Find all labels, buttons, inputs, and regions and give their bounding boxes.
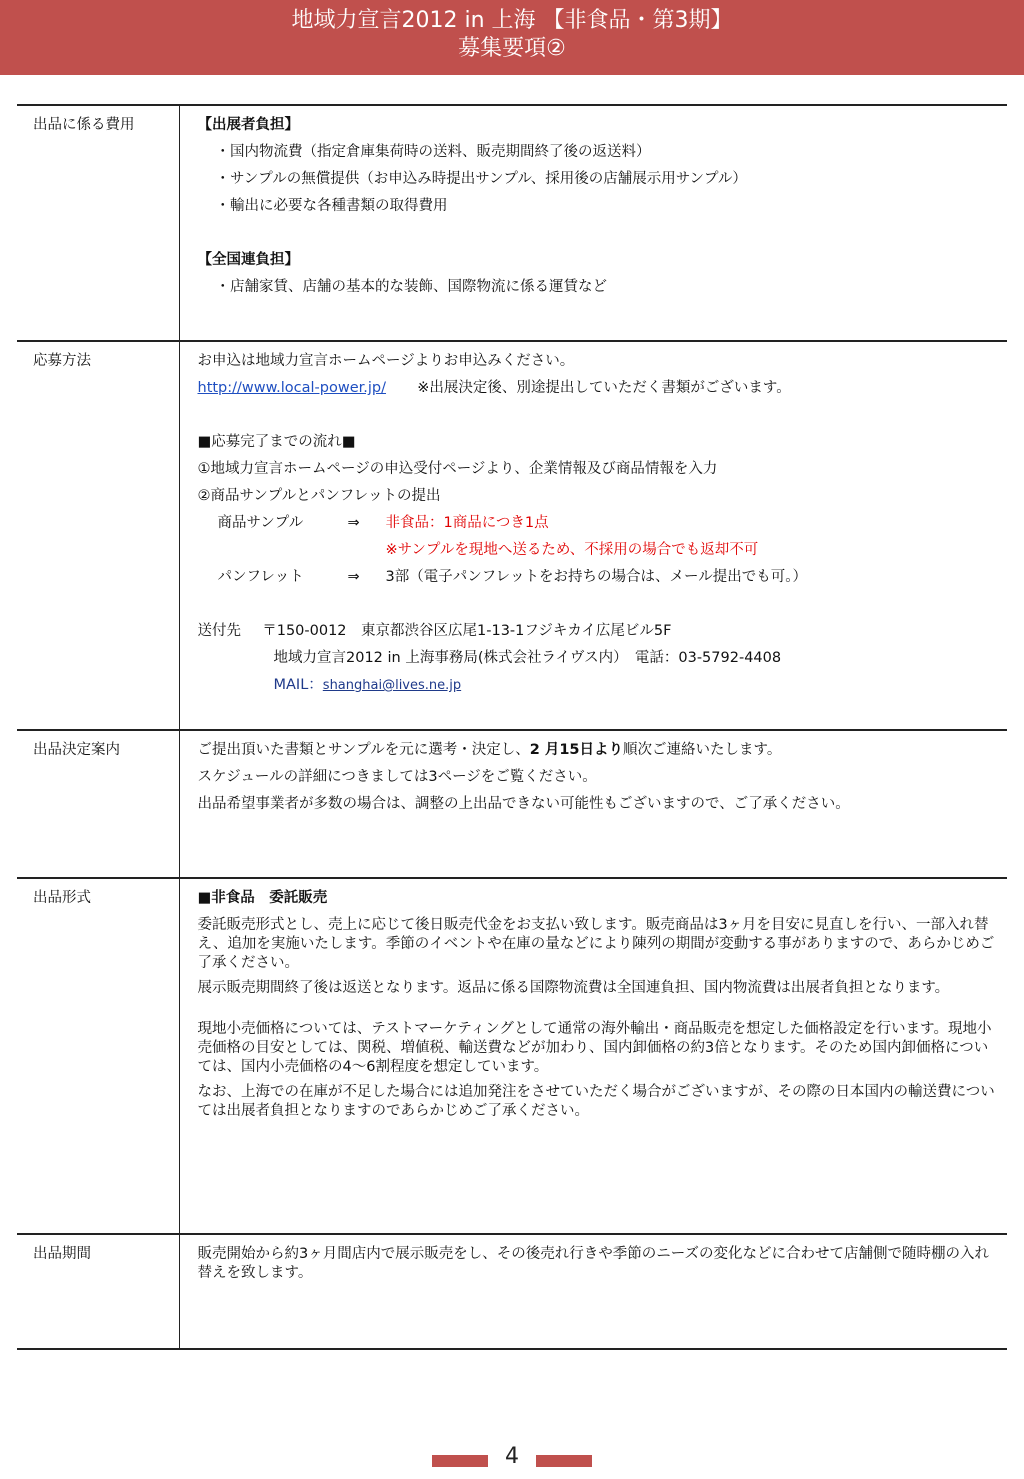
homepage-link[interactable]: http://www.local-power.jp/ bbox=[197, 380, 387, 396]
table-row-cost bbox=[17, 105, 1007, 341]
table-row-decision bbox=[17, 730, 1007, 878]
flow-step-1: ①地域力宣言ホームページの申込受付ページより、企業情報及び商品情報を入力 bbox=[197, 461, 718, 477]
sample-value: 非食品：1商品につき1点 bbox=[385, 515, 549, 531]
format-paragraph: 現地小売価格については、テストマーケティングとして通常の海外輸出・商品販売を想定した価格設定を行います。現地小売価格の目安としては、関税、増値税、輸送費などが加わり、国内卸価格の約3倍となります。そのため国内卸価格については、国内小売価格の4〜6割程度を想定しています。 bbox=[197, 1021, 992, 1075]
flow-heading: ■応募完了までの流れ■ bbox=[197, 434, 356, 450]
footer-bar-right bbox=[536, 1455, 592, 1467]
table-row-apply bbox=[17, 341, 1007, 730]
row-content-apply bbox=[179, 341, 1007, 730]
sample-note: ※サンプルを現地へ送るため、不採用の場合でも返却不可 bbox=[385, 542, 759, 558]
row-label-period: 出品期間 bbox=[17, 1234, 179, 1349]
sample-label: 商品サンプル bbox=[217, 515, 304, 531]
arrow: ⇒ bbox=[347, 515, 360, 531]
send-address: 〒150-0012 東京都渋谷区広尾1-13-1フジキカイ広尾ビル5F bbox=[262, 623, 672, 639]
period-text: 販売開始から約3ヶ月間店内で展示販売をし、その後売れ行きや季節のニーズの変化などに合わせて店舗側で随時棚の入れ替えを致します。 bbox=[197, 1246, 989, 1281]
format-heading: ■非食品 委託販売 bbox=[197, 890, 328, 906]
pamphlet-value: 3部（電子パンフレットをお持ちの場合は、メール提出でも可。） bbox=[385, 569, 807, 585]
row-content-format bbox=[179, 878, 1007, 1234]
exhibitor-item: ・サンプルの無償提供（お申込み時提出サンプル、採用後の店舗展示用サンプル） bbox=[215, 171, 747, 187]
mail-link[interactable]: shanghai@lives.ne.jp bbox=[322, 678, 462, 693]
info-table bbox=[17, 104, 1007, 1350]
row-content-decision bbox=[179, 730, 1007, 878]
page-footer bbox=[0, 1444, 1024, 1474]
row-label-decision: 出品決定案内 bbox=[17, 730, 179, 878]
decision-text: 順次ご連絡いたします。 bbox=[623, 742, 782, 758]
decision-text: ご提出頂いた書類とサンプルを元に選考・決定し、 bbox=[197, 742, 530, 758]
url-note: ※出展決定後、別途提出していただく書類がございます。 bbox=[417, 380, 791, 396]
exhibitor-heading: 【出展者負担】 bbox=[197, 117, 299, 133]
page-number: 4 bbox=[505, 1444, 519, 1469]
pamphlet-label: パンフレット bbox=[217, 569, 304, 585]
row-content-cost bbox=[179, 105, 1007, 341]
mail-label: MAIL： bbox=[273, 677, 323, 693]
send-label: 送付先 bbox=[197, 623, 241, 639]
arrow: ⇒ bbox=[347, 569, 360, 585]
table-row-format bbox=[17, 878, 1007, 1234]
decision-schedule: スケジュールの詳細につきましては3ページをご覧ください。 bbox=[197, 769, 597, 785]
table-row-period bbox=[17, 1234, 1007, 1349]
decision-date: 2 月15日より bbox=[529, 742, 624, 758]
decision-note: 出品希望事業者が多数の場合は、調整の上出品できない可能性もございますので、ご了承ください。 bbox=[197, 796, 850, 812]
federation-heading: 【全国連負担】 bbox=[197, 252, 299, 268]
page-title: 地域力宣言2012 in 上海 【非食品・第3期】 bbox=[291, 8, 733, 33]
page-header bbox=[0, 0, 1024, 75]
row-label-format: 出品形式 bbox=[17, 878, 179, 1234]
row-content-period bbox=[179, 1234, 1007, 1349]
federation-item: ・店舗家賃、店舗の基本的な装飾、国際物流に係る運賃など bbox=[215, 279, 607, 295]
flow-step-2: ②商品サンプルとパンフレットの提出 bbox=[197, 488, 441, 504]
row-label-apply: 応募方法 bbox=[17, 341, 179, 730]
row-label-cost: 出品に係る費用 bbox=[17, 105, 179, 341]
exhibitor-item: ・輸出に必要な各種書類の取得費用 bbox=[215, 198, 448, 214]
apply-intro: お申込は地域力宣言ホームページよりお申込みください。 bbox=[197, 353, 575, 369]
page-subtitle: 募集要項② bbox=[458, 36, 566, 61]
format-paragraph: なお、上海での在庫が不足した場合には追加発注をさせていただく場合がございますが、その際の日本国内の輸送費については出展者負担となりますのであらかじめご了承ください。 bbox=[197, 1084, 995, 1119]
send-office: 地域力宣言2012 in 上海事務局(株式会社ライヴス内） 電話：03-5792-4408 bbox=[273, 650, 782, 666]
exhibitor-item: ・国内物流費（指定倉庫集荷時の送料、販売期間終了後の返送料） bbox=[215, 144, 651, 160]
format-paragraph: 展示販売期間終了後は返送となります。返品に係る国際物流費は全国連負担、国内物流費は出展者負担となります。 bbox=[197, 980, 950, 996]
format-paragraph: 委託販売形式とし、売上に応じて後日販売代金をお支払い致します。販売商品は3ヶ月を目安に見直しを行い、一部入れ替え、追加を実施いたします。季節のイベントや在庫の量などにより陳列の期間が変動する事がありますので、あらかじめご了承ください。 bbox=[197, 917, 995, 971]
